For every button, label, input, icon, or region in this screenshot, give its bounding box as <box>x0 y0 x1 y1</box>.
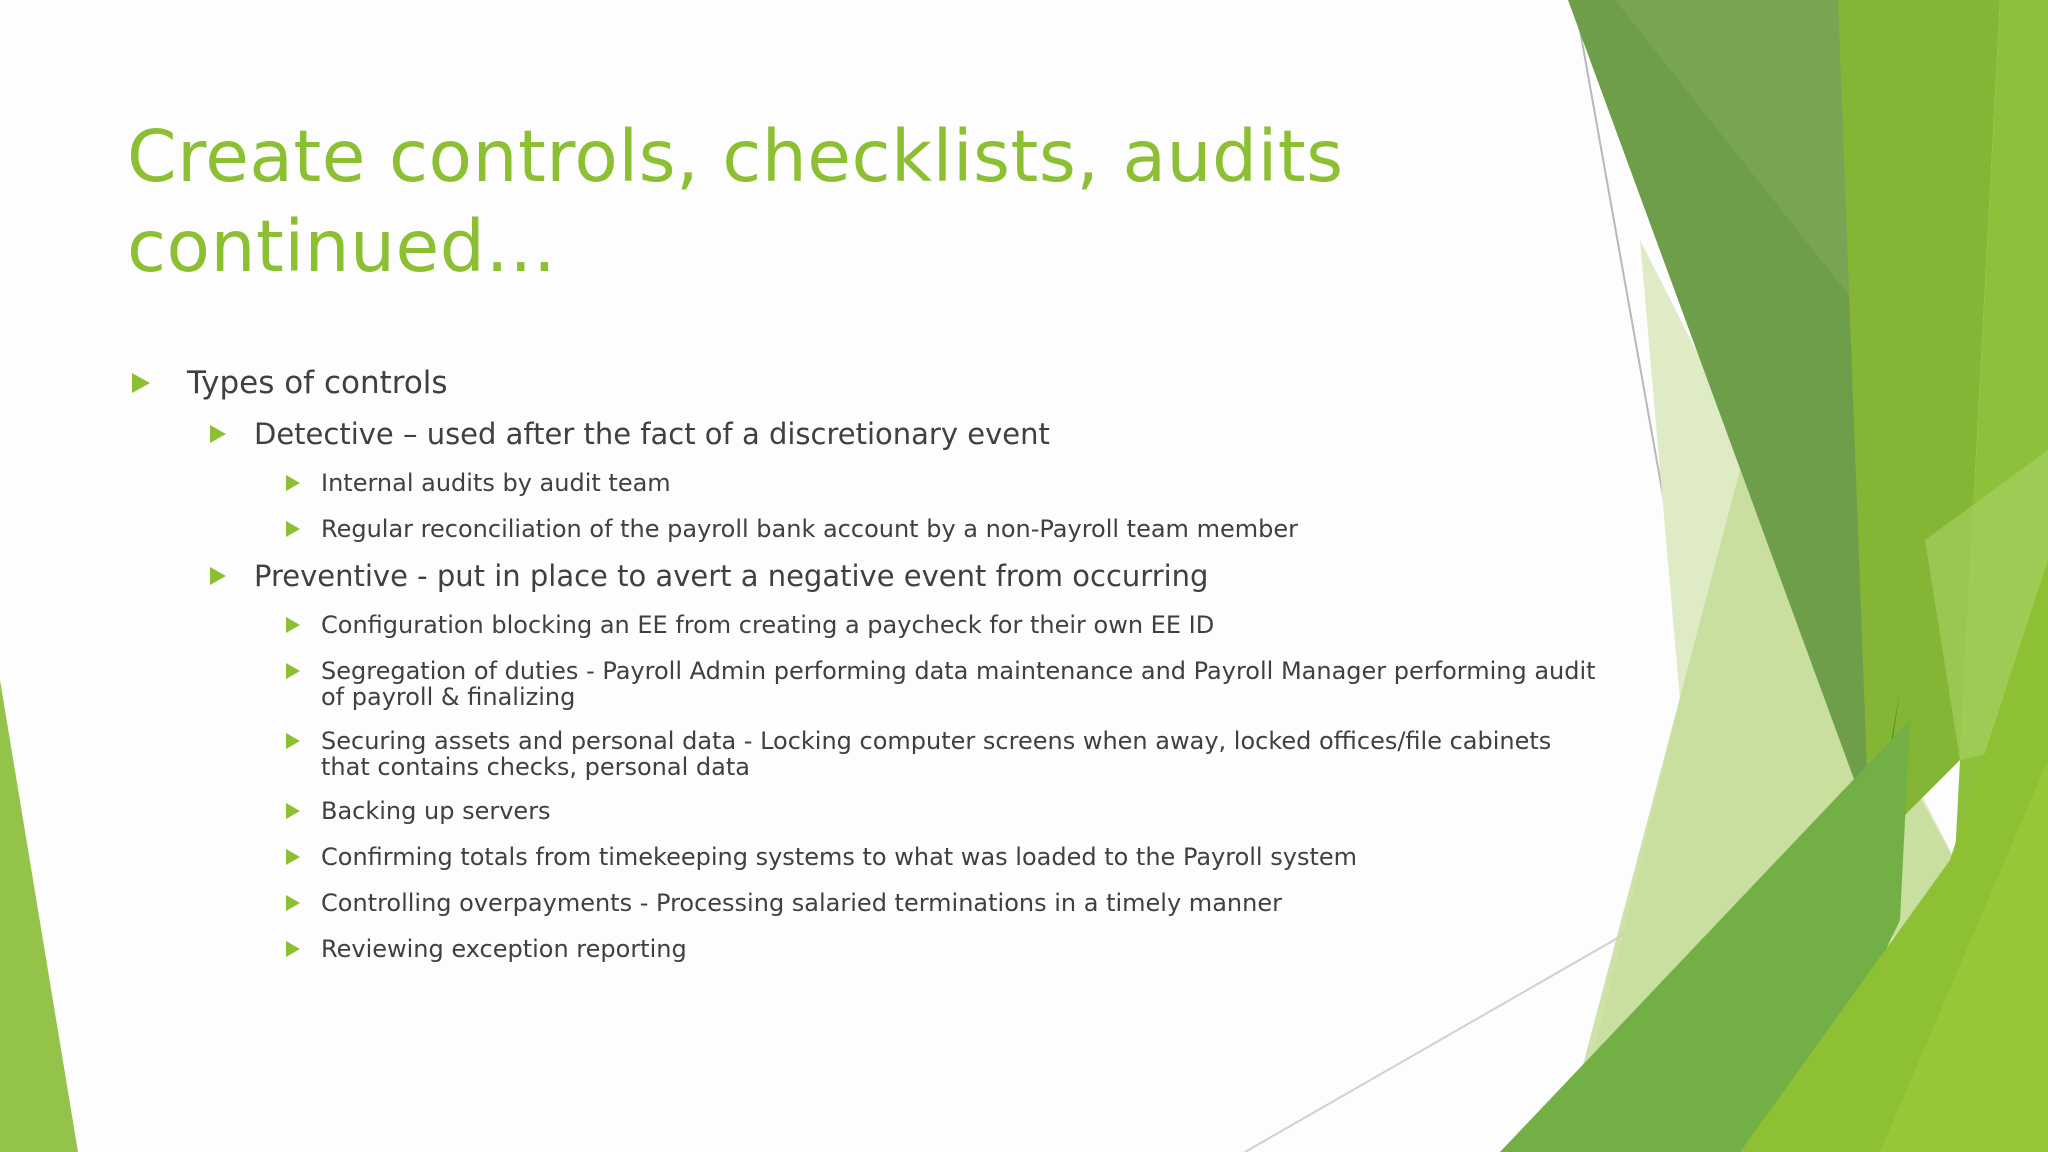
list-item-text: Backing up servers <box>321 797 551 825</box>
list-item-confirming-totals <box>321 844 1357 870</box>
list-item-preventive <box>254 558 1208 594</box>
list-item-text: Confirming totals from timekeeping systems to what was loaded to the Payroll system <box>321 843 1357 871</box>
triangle-bullet-icon <box>286 895 300 911</box>
triangle-bullet-icon <box>286 941 300 957</box>
list-item-overpayments <box>321 890 1282 916</box>
list-item-securing-assets <box>321 728 1551 780</box>
triangle-bullet-icon <box>132 373 150 393</box>
list-item-text-line-1: Securing assets and personal data - Locking computer screens when away, locked offices/file cabinets <box>321 727 1552 755</box>
list-item-backing-up <box>321 798 551 824</box>
list-item-exception-reporting <box>321 936 687 962</box>
list-item-text-line-2: of payroll & finalizing <box>321 683 576 711</box>
list-item-text: Regular reconciliation of the payroll bank account by a non-Payroll team member <box>321 515 1298 543</box>
list-item-text: Configuration blocking an EE from creating a paycheck for their own EE ID <box>321 611 1215 639</box>
list-item-text: Preventive - put in place to avert a negative event from occurring <box>254 559 1209 593</box>
list-item-text-line-1: Segregation of duties - Payroll Admin performing data maintenance and Payroll Manager performing audit <box>321 657 1596 685</box>
triangle-bullet-icon <box>286 617 300 633</box>
list-item-text-line-2: that contains checks, personal data <box>321 753 750 781</box>
list-item-text: Types of controls <box>187 365 448 401</box>
triangle-bullet-icon <box>286 521 300 537</box>
list-item-internal-audits <box>321 470 671 496</box>
list-item-detective <box>254 416 1050 452</box>
triangle-bullet-icon <box>286 475 300 491</box>
list-item-text: Reviewing exception reporting <box>321 935 687 963</box>
triangle-bullet-icon <box>286 663 300 679</box>
list-item-text: Internal audits by audit team <box>321 469 671 497</box>
list-item-types-of-controls <box>187 364 448 402</box>
triangle-bullet-icon <box>286 803 300 819</box>
triangle-bullet-icon <box>286 733 300 749</box>
list-item-configuration <box>321 612 1214 638</box>
list-item-reconciliation <box>321 516 1298 542</box>
triangle-bullet-icon <box>210 425 226 443</box>
list-item-text: Detective – used after the fact of a discretionary event <box>254 417 1050 451</box>
triangle-bullet-icon <box>286 849 300 865</box>
list-item-text: Controlling overpayments - Processing salaried terminations in a timely manner <box>321 889 1282 917</box>
slide-title: Create controls, checklists, audits continued… <box>127 115 1344 288</box>
triangle-bullet-icon <box>210 567 226 585</box>
list-item-segregation <box>321 658 1596 710</box>
